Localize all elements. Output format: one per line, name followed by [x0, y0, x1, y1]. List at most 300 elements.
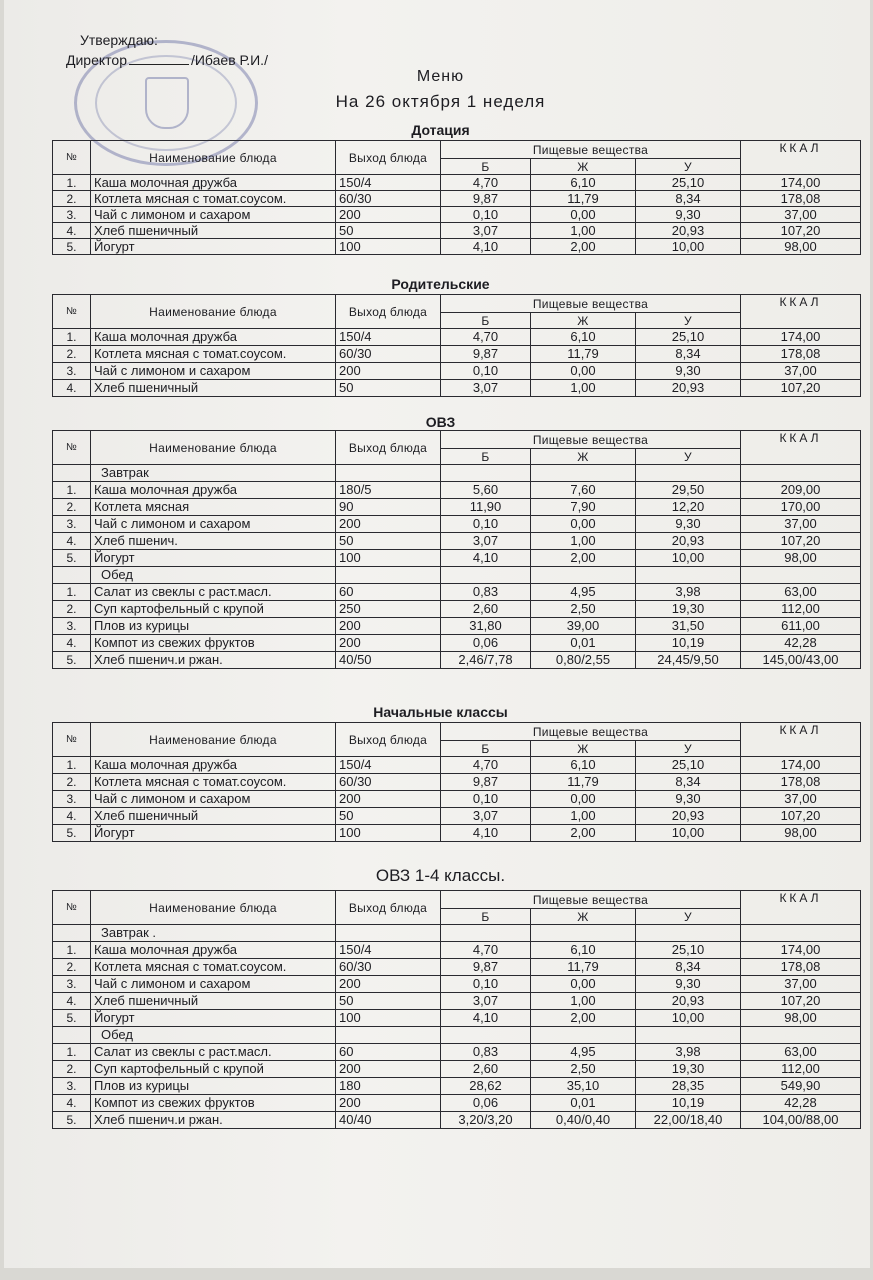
- carb-value: 22,00/18,40: [636, 1112, 741, 1129]
- carb-value: 25,10: [636, 329, 741, 346]
- kcal-value: 63,00: [741, 1044, 861, 1061]
- col-header-b: Б: [441, 741, 531, 757]
- kcal-value: 37,00: [741, 516, 861, 533]
- approval-block: [66, 30, 268, 70]
- protein-value: 9,87: [441, 774, 531, 791]
- kcal-value: 145,00/43,00: [741, 652, 861, 669]
- dish-yield: 180: [336, 1078, 441, 1095]
- protein-value: 4,10: [441, 1010, 531, 1027]
- header-row: [53, 141, 861, 159]
- dish-yield: 100: [336, 550, 441, 567]
- kcal-value: 174,00: [741, 942, 861, 959]
- protein-value: 0,06: [441, 1095, 531, 1112]
- dish-name: Каша молочная дружба: [91, 329, 336, 346]
- dish-yield: [336, 567, 441, 584]
- row-number: 1.: [53, 329, 91, 346]
- dish-name: Завтрак .: [91, 925, 336, 942]
- dish-name: Котлета мясная с томат.соусом.: [91, 191, 336, 207]
- fat-value: 0,00: [531, 207, 636, 223]
- protein-value: [441, 925, 531, 942]
- kcal-value: 174,00: [741, 329, 861, 346]
- dish-name: Хлеб пшеничный: [91, 993, 336, 1010]
- table-row: [53, 465, 861, 482]
- protein-value: 0,83: [441, 1044, 531, 1061]
- table-row: [53, 499, 861, 516]
- carb-value: 25,10: [636, 942, 741, 959]
- dish-name: Чай с лимоном и сахаром: [91, 976, 336, 993]
- fat-value: 0,00: [531, 363, 636, 380]
- fat-value: 39,00: [531, 618, 636, 635]
- row-number: 5.: [53, 239, 91, 255]
- kcal-value: 37,00: [741, 363, 861, 380]
- row-number: 5.: [53, 652, 91, 669]
- dish-name: Чай с лимоном и сахаром: [91, 516, 336, 533]
- fat-value: 7,60: [531, 482, 636, 499]
- dish-yield: 150/4: [336, 175, 441, 191]
- col-header-zh: Ж: [531, 741, 636, 757]
- header-row: [53, 891, 861, 909]
- dish-name: Чай с лимоном и сахаром: [91, 363, 336, 380]
- dish-name: Каша молочная дружба: [91, 175, 336, 191]
- row-number: 4.: [53, 635, 91, 652]
- dish-name: Чай с лимоном и сахаром: [91, 207, 336, 223]
- col-header-zh: Ж: [531, 909, 636, 925]
- dish-name: Плов из курицы: [91, 618, 336, 635]
- dish-yield: 50: [336, 223, 441, 239]
- menu-table: [52, 294, 861, 397]
- carb-value: 10,00: [636, 239, 741, 255]
- carb-value: 19,30: [636, 601, 741, 618]
- dish-yield: 90: [336, 499, 441, 516]
- row-number: 3.: [53, 791, 91, 808]
- section-title: Дотация: [411, 122, 470, 138]
- table-row: [53, 757, 861, 774]
- dish-yield: 100: [336, 239, 441, 255]
- row-number: 4.: [53, 223, 91, 239]
- dish-name: Салат из свеклы с раст.масл.: [91, 1044, 336, 1061]
- kcal-value: 98,00: [741, 1010, 861, 1027]
- dish-name: Салат из свеклы с раст.масл.: [91, 584, 336, 601]
- fat-value: 11,79: [531, 959, 636, 976]
- dish-name: Хлеб пшеничный: [91, 223, 336, 239]
- dish-name: Каша молочная дружба: [91, 482, 336, 499]
- row-number: 5.: [53, 825, 91, 842]
- dish-name: Суп картофельный с крупой: [91, 1061, 336, 1078]
- col-header-yield: Выход блюда: [336, 891, 441, 925]
- table-row: [53, 976, 861, 993]
- director-name: /Ибаев Р.И./: [190, 52, 268, 68]
- kcal-value: 37,00: [741, 207, 861, 223]
- carb-value: 10,00: [636, 825, 741, 842]
- col-header-u: У: [636, 159, 741, 175]
- table-row: [53, 1044, 861, 1061]
- fat-value: 2,50: [531, 601, 636, 618]
- kcal-value: [741, 1027, 861, 1044]
- kcal-value: 174,00: [741, 757, 861, 774]
- dish-name: Хлеб пшенич.и ржан.: [91, 1112, 336, 1129]
- dish-yield: 100: [336, 1010, 441, 1027]
- table-row: [53, 550, 861, 567]
- kcal-value: 107,20: [741, 380, 861, 397]
- carb-value: 19,30: [636, 1061, 741, 1078]
- dish-yield: 100: [336, 825, 441, 842]
- fat-value: 6,10: [531, 942, 636, 959]
- table-row: [53, 191, 861, 207]
- dish-name: Каша молочная дружба: [91, 942, 336, 959]
- fat-value: 2,00: [531, 825, 636, 842]
- row-number: 5.: [53, 1010, 91, 1027]
- protein-value: 4,70: [441, 757, 531, 774]
- col-header-no: №: [53, 891, 91, 925]
- col-header-zh: Ж: [531, 313, 636, 329]
- protein-value: 0,83: [441, 584, 531, 601]
- carb-value: 12,20: [636, 499, 741, 516]
- dish-yield: 200: [336, 1061, 441, 1078]
- carb-value: 28,35: [636, 1078, 741, 1095]
- dish-yield: 40/40: [336, 1112, 441, 1129]
- kcal-value: 107,20: [741, 993, 861, 1010]
- dish-yield: 150/4: [336, 942, 441, 959]
- director-line: [66, 50, 268, 70]
- fat-value: 2,00: [531, 1010, 636, 1027]
- row-number: 1.: [53, 1044, 91, 1061]
- approval-label: Утверждаю:: [80, 32, 158, 48]
- row-number: [53, 925, 91, 942]
- carb-value: [636, 465, 741, 482]
- carb-value: 20,93: [636, 223, 741, 239]
- row-number: 2.: [53, 191, 91, 207]
- table-row: [53, 516, 861, 533]
- table-row: [53, 380, 861, 397]
- dish-yield: 200: [336, 635, 441, 652]
- table-row: [53, 1010, 861, 1027]
- carb-value: 10,00: [636, 1010, 741, 1027]
- row-number: 2.: [53, 774, 91, 791]
- dish-name: Чай с лимоном и сахаром: [91, 791, 336, 808]
- table-row: [53, 993, 861, 1010]
- col-header-b: Б: [441, 313, 531, 329]
- col-header-u: У: [636, 741, 741, 757]
- dish-name: Компот из свежих фруктов: [91, 1095, 336, 1112]
- carb-value: 10,19: [636, 1095, 741, 1112]
- carb-value: 10,19: [636, 635, 741, 652]
- fat-value: 2,00: [531, 239, 636, 255]
- carb-value: 8,34: [636, 774, 741, 791]
- row-number: 3.: [53, 207, 91, 223]
- header-row: [53, 723, 861, 741]
- carb-value: [636, 925, 741, 942]
- kcal-value: 174,00: [741, 175, 861, 191]
- dish-yield: 50: [336, 380, 441, 397]
- carb-value: 3,98: [636, 1044, 741, 1061]
- fat-value: 0,00: [531, 976, 636, 993]
- dish-name: Котлета мясная с томат.соусом.: [91, 346, 336, 363]
- kcal-value: 42,28: [741, 635, 861, 652]
- carb-value: 9,30: [636, 976, 741, 993]
- dish-yield: [336, 925, 441, 942]
- protein-value: 4,70: [441, 942, 531, 959]
- kcal-value: 178,08: [741, 959, 861, 976]
- table-row: [53, 1061, 861, 1078]
- table-row: [53, 791, 861, 808]
- table-row: [53, 1027, 861, 1044]
- protein-value: 4,10: [441, 825, 531, 842]
- fat-value: [531, 1027, 636, 1044]
- col-header-zh: Ж: [531, 449, 636, 465]
- table-row: [53, 207, 861, 223]
- protein-value: 4,10: [441, 239, 531, 255]
- row-number: 4.: [53, 1095, 91, 1112]
- dish-name: Котлета мясная с томат.соусом.: [91, 959, 336, 976]
- dish-name: Йогурт: [91, 239, 336, 255]
- col-header-name: Наименование блюда: [91, 295, 336, 329]
- dish-name: Котлета мясная: [91, 499, 336, 516]
- fat-value: 7,90: [531, 499, 636, 516]
- table-row: [53, 925, 861, 942]
- kcal-value: [741, 925, 861, 942]
- col-header-b: Б: [441, 159, 531, 175]
- row-number: 3.: [53, 363, 91, 380]
- table-row: [53, 808, 861, 825]
- dish-name: Хлеб пшенич.и ржан.: [91, 652, 336, 669]
- col-header-zh: Ж: [531, 159, 636, 175]
- dish-yield: [336, 1027, 441, 1044]
- table-row: [53, 175, 861, 191]
- row-number: 4.: [53, 533, 91, 550]
- col-header-nutrients: Пищевые вещества: [441, 295, 741, 313]
- row-number: 2.: [53, 1061, 91, 1078]
- fat-value: 0,80/2,55: [531, 652, 636, 669]
- dish-name: Йогурт: [91, 550, 336, 567]
- col-header-kcal: ККАЛ: [741, 891, 861, 925]
- kcal-value: 178,08: [741, 774, 861, 791]
- dish-yield: 200: [336, 618, 441, 635]
- table-row: [53, 635, 861, 652]
- protein-value: 0,10: [441, 791, 531, 808]
- dish-yield: 180/5: [336, 482, 441, 499]
- fat-value: 6,10: [531, 329, 636, 346]
- dish-yield: 60/30: [336, 774, 441, 791]
- protein-value: 0,10: [441, 207, 531, 223]
- carb-value: 20,93: [636, 380, 741, 397]
- section-title: ОВЗ: [425, 414, 456, 430]
- carb-value: 29,50: [636, 482, 741, 499]
- col-header-u: У: [636, 313, 741, 329]
- col-header-u: У: [636, 909, 741, 925]
- kcal-value: 112,00: [741, 601, 861, 618]
- dish-name: Йогурт: [91, 825, 336, 842]
- protein-value: 3,07: [441, 808, 531, 825]
- col-header-no: №: [53, 295, 91, 329]
- dish-yield: 60: [336, 584, 441, 601]
- dish-yield: 150/4: [336, 757, 441, 774]
- fat-value: 4,95: [531, 1044, 636, 1061]
- kcal-value: 98,00: [741, 825, 861, 842]
- kcal-value: [741, 567, 861, 584]
- protein-value: 9,87: [441, 346, 531, 363]
- kcal-value: 42,28: [741, 1095, 861, 1112]
- kcal-value: 112,00: [741, 1061, 861, 1078]
- dish-yield: 60: [336, 1044, 441, 1061]
- fat-value: 1,00: [531, 380, 636, 397]
- carb-value: 25,10: [636, 175, 741, 191]
- col-header-no: №: [53, 431, 91, 465]
- protein-value: 3,07: [441, 993, 531, 1010]
- dish-yield: 60/30: [336, 191, 441, 207]
- col-header-kcal: ККАЛ: [741, 295, 861, 329]
- dish-yield: 200: [336, 976, 441, 993]
- fat-value: 11,79: [531, 346, 636, 363]
- dish-yield: 40/50: [336, 652, 441, 669]
- table-row: [53, 482, 861, 499]
- dish-yield: 200: [336, 791, 441, 808]
- row-number: [53, 567, 91, 584]
- protein-value: 2,46/7,78: [441, 652, 531, 669]
- row-number: 3.: [53, 618, 91, 635]
- table-row: [53, 567, 861, 584]
- kcal-value: 611,00: [741, 618, 861, 635]
- protein-value: 3,07: [441, 533, 531, 550]
- row-number: 1.: [53, 584, 91, 601]
- dish-yield: [336, 465, 441, 482]
- dish-name: Завтрак: [91, 465, 336, 482]
- dish-name: Обед: [91, 1027, 336, 1044]
- col-header-yield: Выход блюда: [336, 723, 441, 757]
- table-row: [53, 618, 861, 635]
- table-row: [53, 346, 861, 363]
- carb-value: 25,10: [636, 757, 741, 774]
- fat-value: 1,00: [531, 223, 636, 239]
- protein-value: 4,70: [441, 329, 531, 346]
- kcal-value: 549,90: [741, 1078, 861, 1095]
- fat-value: 2,50: [531, 1061, 636, 1078]
- page-subtitle: На 26 октября 1 неделя: [335, 92, 546, 111]
- kcal-value: 107,20: [741, 533, 861, 550]
- row-number: 4.: [53, 993, 91, 1010]
- row-number: 4.: [53, 380, 91, 397]
- dish-name: Обед: [91, 567, 336, 584]
- dish-yield: 200: [336, 363, 441, 380]
- protein-value: 4,70: [441, 175, 531, 191]
- dish-yield: 200: [336, 207, 441, 223]
- dish-yield: 60/30: [336, 346, 441, 363]
- kcal-value: [741, 465, 861, 482]
- protein-value: 3,07: [441, 223, 531, 239]
- col-header-name: Наименование блюда: [91, 891, 336, 925]
- menu-table: [52, 140, 861, 255]
- protein-value: 0,06: [441, 635, 531, 652]
- fat-value: 0,01: [531, 635, 636, 652]
- protein-value: 9,87: [441, 191, 531, 207]
- row-number: 2.: [53, 959, 91, 976]
- carb-value: 9,30: [636, 791, 741, 808]
- carb-value: 20,93: [636, 808, 741, 825]
- carb-value: 8,34: [636, 346, 741, 363]
- table-row: [53, 1112, 861, 1129]
- protein-value: 5,60: [441, 482, 531, 499]
- table-row: [53, 584, 861, 601]
- dish-yield: 250: [336, 601, 441, 618]
- dish-name: Каша молочная дружба: [91, 757, 336, 774]
- carb-value: [636, 567, 741, 584]
- menu-table: [52, 430, 861, 669]
- dish-name: Хлеб пшенич.: [91, 533, 336, 550]
- protein-value: 3,20/3,20: [441, 1112, 531, 1129]
- fat-value: 35,10: [531, 1078, 636, 1095]
- fat-value: 4,95: [531, 584, 636, 601]
- kcal-value: 98,00: [741, 239, 861, 255]
- col-header-kcal: ККАЛ: [741, 431, 861, 465]
- col-header-kcal: ККАЛ: [741, 141, 861, 175]
- col-header-nutrients: Пищевые вещества: [441, 431, 741, 449]
- protein-value: 3,07: [441, 380, 531, 397]
- dish-yield: 200: [336, 516, 441, 533]
- fat-value: 1,00: [531, 993, 636, 1010]
- kcal-value: 178,08: [741, 191, 861, 207]
- header-row: [53, 295, 861, 313]
- row-number: 5.: [53, 550, 91, 567]
- kcal-value: 37,00: [741, 791, 861, 808]
- col-header-name: Наименование блюда: [91, 431, 336, 465]
- protein-value: [441, 1027, 531, 1044]
- menu-table: [52, 890, 861, 1129]
- kcal-value: 170,00: [741, 499, 861, 516]
- fat-value: 0,01: [531, 1095, 636, 1112]
- carb-value: 20,93: [636, 533, 741, 550]
- table-row: [53, 239, 861, 255]
- col-header-name: Наименование блюда: [91, 723, 336, 757]
- table-row: [53, 959, 861, 976]
- row-number: 2.: [53, 601, 91, 618]
- row-number: 5.: [53, 1112, 91, 1129]
- row-number: 2.: [53, 346, 91, 363]
- row-number: 2.: [53, 499, 91, 516]
- fat-value: 11,79: [531, 774, 636, 791]
- dish-name: Хлеб пшеничный: [91, 380, 336, 397]
- row-number: 1.: [53, 942, 91, 959]
- dish-yield: 50: [336, 533, 441, 550]
- dish-yield: 150/4: [336, 329, 441, 346]
- protein-value: [441, 465, 531, 482]
- table-row: [53, 363, 861, 380]
- fat-value: [531, 465, 636, 482]
- dish-name: Суп картофельный с крупой: [91, 601, 336, 618]
- col-header-b: Б: [441, 449, 531, 465]
- col-header-nutrients: Пищевые вещества: [441, 723, 741, 741]
- menu-document: [4, 0, 870, 1268]
- table-row: [53, 533, 861, 550]
- table-row: [53, 601, 861, 618]
- dish-name: Компот из свежих фруктов: [91, 635, 336, 652]
- row-number: 3.: [53, 1078, 91, 1095]
- fat-value: [531, 567, 636, 584]
- col-header-no: №: [53, 141, 91, 175]
- col-header-nutrients: Пищевые вещества: [441, 891, 741, 909]
- carb-value: 31,50: [636, 618, 741, 635]
- fat-value: 0,40/0,40: [531, 1112, 636, 1129]
- col-header-name: Наименование блюда: [91, 141, 336, 175]
- menu-table: [52, 722, 861, 842]
- row-number: 3.: [53, 976, 91, 993]
- table-row: [53, 223, 861, 239]
- section-title: ОВЗ 1-4 классы.: [375, 866, 506, 885]
- kcal-value: 178,08: [741, 346, 861, 363]
- dish-yield: 60/30: [336, 959, 441, 976]
- col-header-no: №: [53, 723, 91, 757]
- header-row: [53, 431, 861, 449]
- protein-value: 11,90: [441, 499, 531, 516]
- protein-value: [441, 567, 531, 584]
